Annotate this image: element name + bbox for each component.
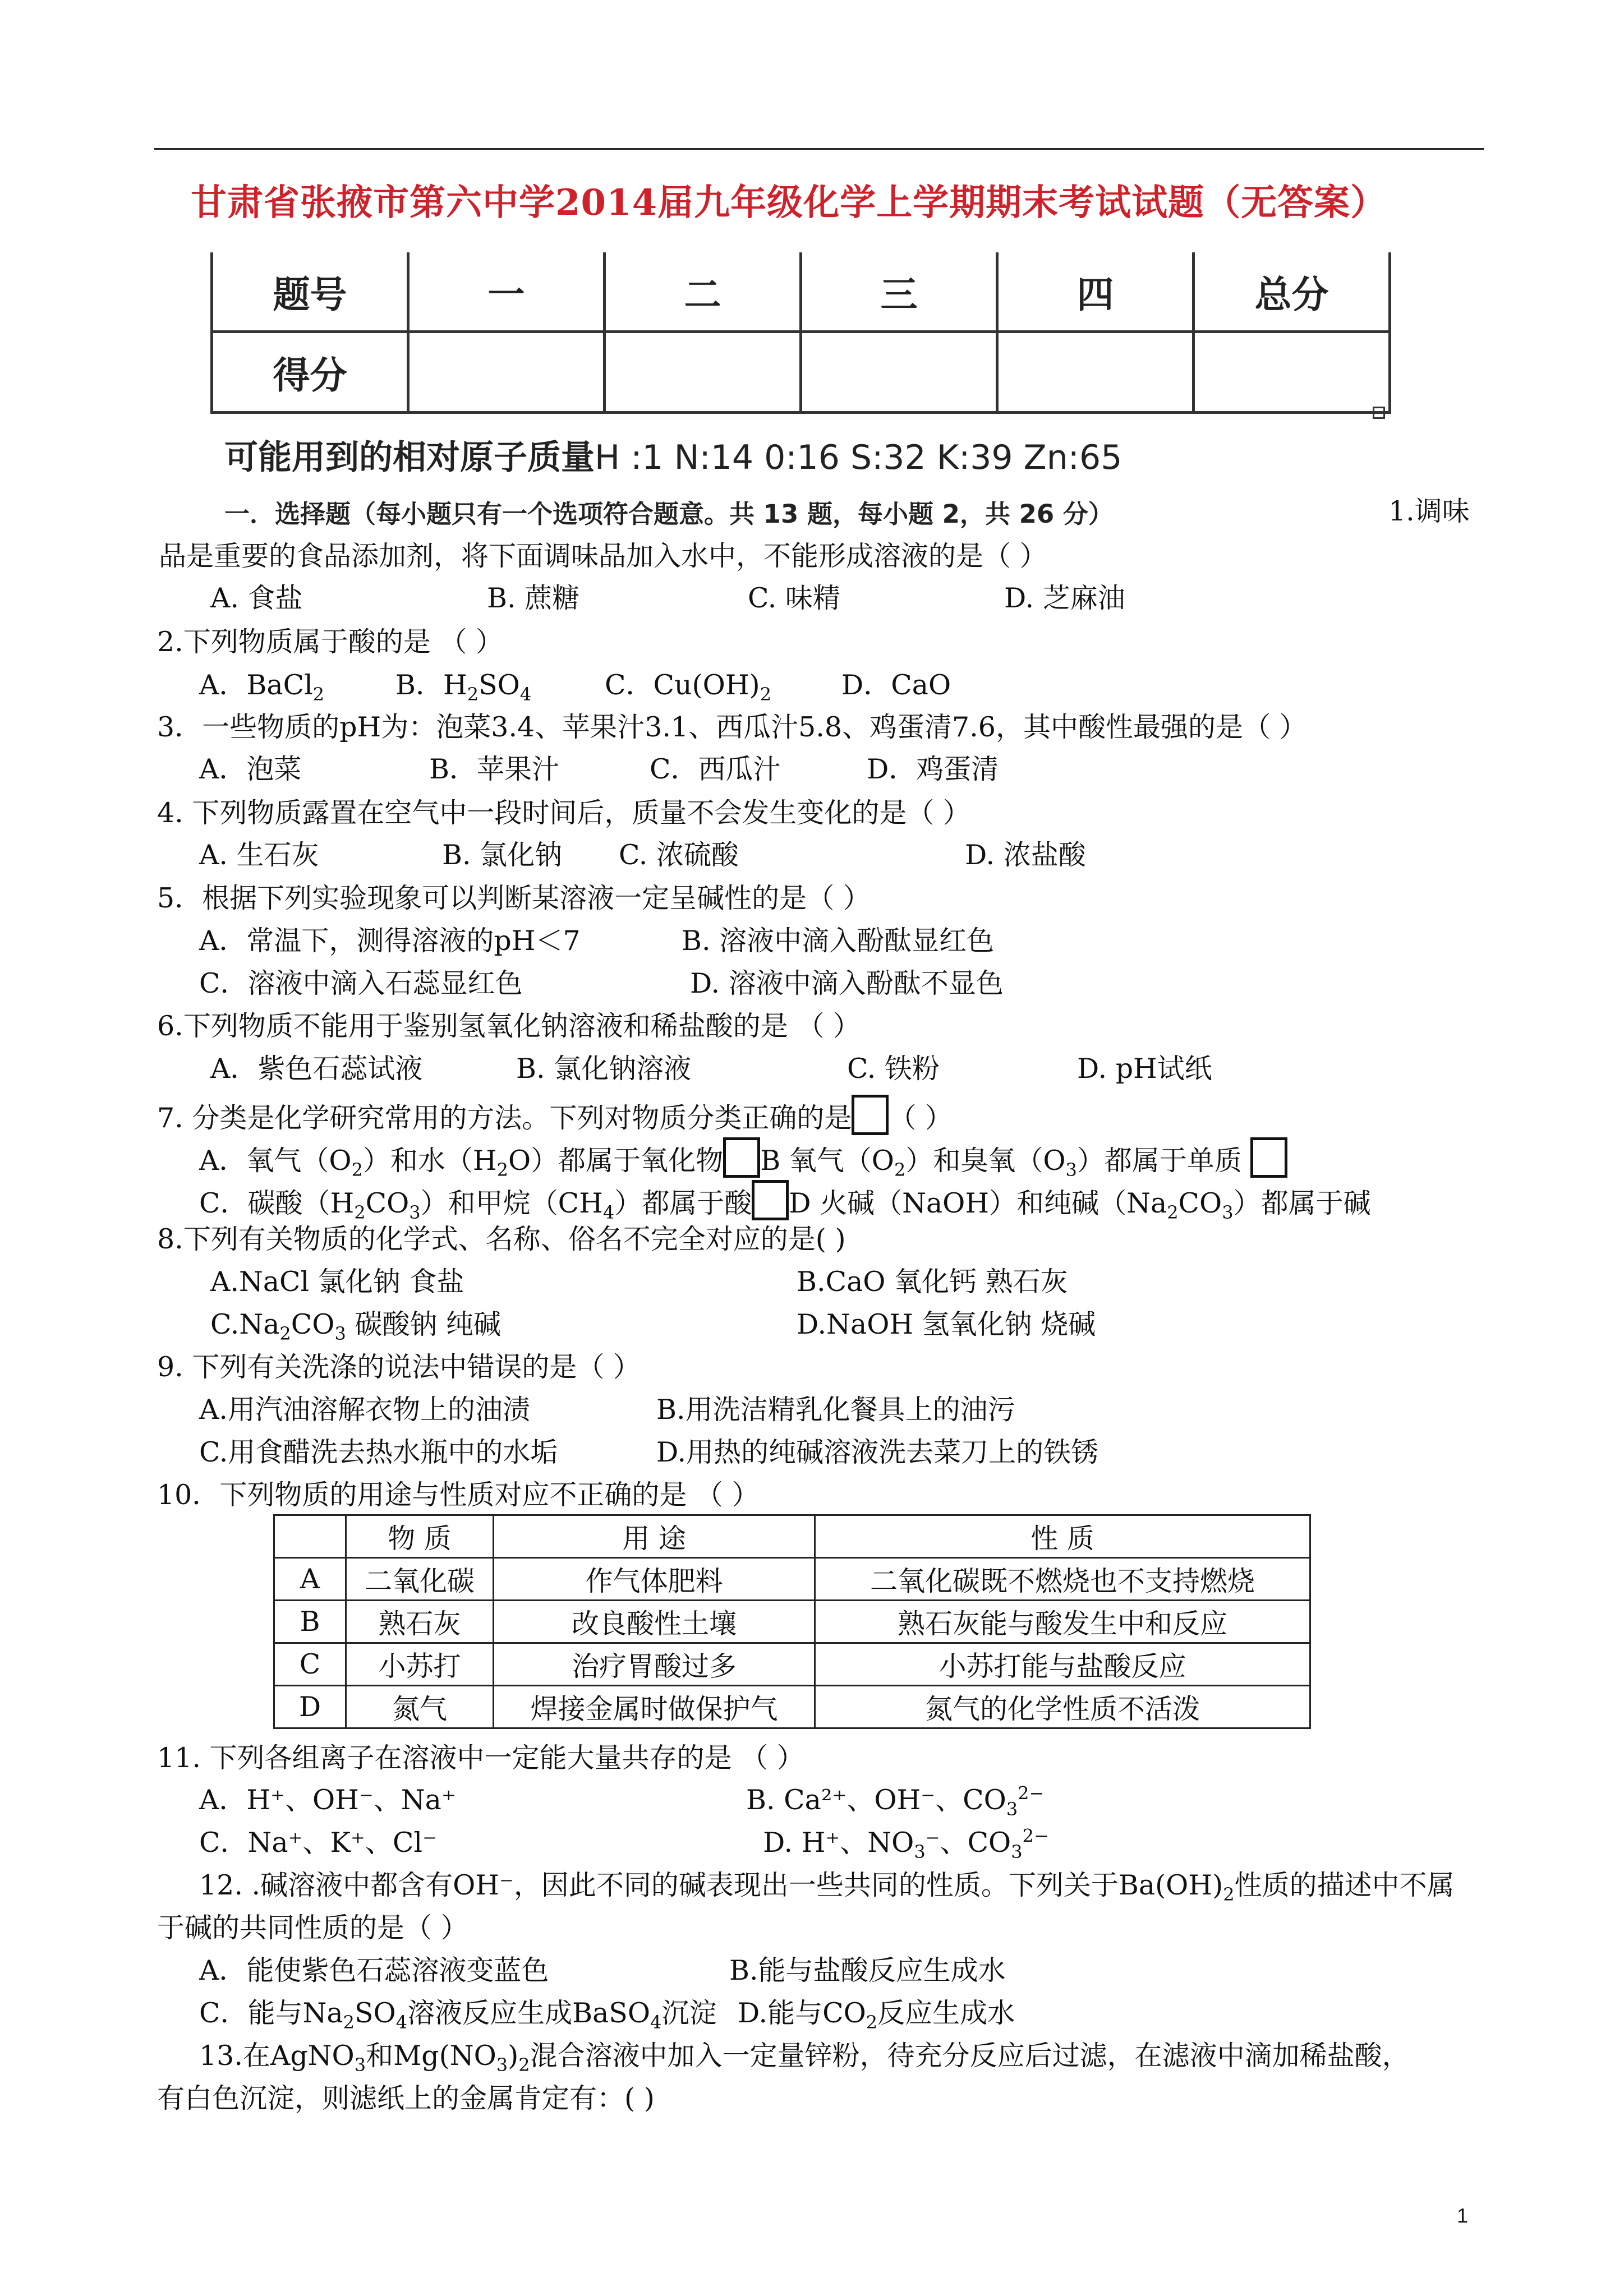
q5-option-d: D. 溶液中滴入酚酞不显色 — [690, 967, 1004, 999]
q12-text-line2: 于碱的共同性质的是（ ） — [157, 1912, 468, 1944]
q10-cell: 熟石灰能与酸发生中和反应 — [815, 1601, 1310, 1643]
score-cell-total: 总分 — [1194, 252, 1390, 332]
q10-table — [273, 1514, 1311, 1729]
score-table-score-row — [212, 332, 1390, 413]
q1-option-d: D. 芝麻油 — [1004, 582, 1125, 614]
answer-box[interactable] — [852, 1095, 889, 1135]
score-entry[interactable] — [801, 332, 997, 413]
q4-text: 4. 下列物质露置在空气中一段时间后，质量不会发生变化的是（ ） — [157, 797, 970, 829]
answer-box[interactable] — [723, 1137, 760, 1178]
table-row — [274, 1601, 1310, 1643]
q1-option-b: B. 蔗糖 — [487, 582, 580, 614]
q2-option-a: A．BaCl$_2$ — [199, 669, 325, 705]
q10-header-cell: 用 途 — [494, 1515, 815, 1558]
score-entry[interactable] — [605, 332, 801, 413]
q11-option-b: B. Ca²⁺、OH⁻、$CO_3^{2-}$ — [746, 1782, 1045, 1820]
q10-text: 10．下列物质的用途与性质对应不正确的是 （ ） — [157, 1479, 760, 1511]
q12-option-c: C．能与$Na_2SO_4$溶液反应生成BaSO$_4$沉淀 — [199, 1997, 717, 2033]
q10-cell: 熟石灰 — [346, 1601, 494, 1643]
score-cell-2: 二 — [605, 252, 801, 332]
score-entry[interactable] — [1194, 332, 1390, 413]
page-number: 1 — [1457, 2204, 1469, 2227]
score-cell-3: 三 — [801, 252, 997, 332]
atomic-mass-values: H :1 N:14 0:16 S:32 K:39 Zn:65 — [595, 438, 1122, 477]
q4-option-d: D. 浓盐酸 — [965, 839, 1086, 871]
q11-text: 11. 下列各组离子在溶液中一定能大量共存的是 （ ） — [157, 1742, 804, 1774]
q8-option-b: B.CaO 氧化钙 熟石灰 — [797, 1266, 1068, 1298]
page-title: 甘肃省张掖市第六中学2014届九年级化学上学期期末考试试题（无答案） — [191, 182, 1387, 224]
q1-text: 品是重要的食品添加剂，将下面调味品加入水中，不能形成溶液的是（ ） — [159, 540, 1047, 572]
q10-cell: 小苏打能与盐酸反应 — [815, 1643, 1310, 1686]
q1-option-c: C. 味精 — [748, 582, 840, 614]
q9-option-b: B.用洗洁精乳化餐具上的油污 — [656, 1394, 1015, 1426]
score-entry[interactable] — [408, 332, 605, 413]
q12-option-b: B.能与盐酸反应生成水 — [729, 1954, 1006, 1986]
q2-option-d: D．CaO — [841, 669, 951, 701]
q10-cell: 作气体肥料 — [494, 1558, 815, 1601]
q5-option-c: C．溶液中滴入石蕊显红色 — [199, 967, 523, 999]
table-row — [274, 1643, 1310, 1686]
q4-option-c: C. 浓硫酸 — [619, 839, 739, 871]
score-table — [210, 252, 1391, 414]
q3-option-d: D．鸡蛋清 — [867, 753, 999, 785]
q9-option-d: D.用热的纯碱溶液洗去菜刀上的铁锈 — [656, 1436, 1099, 1468]
q1-lead: 1.调味 — [1388, 495, 1470, 527]
q2-text: 2.下列物质属于酸的是 （ ） — [157, 626, 503, 658]
q10-cell: A — [274, 1558, 346, 1601]
q10-cell: 氮气的化学性质不活泼 — [815, 1686, 1310, 1728]
q10-header-cell: 物 质 — [346, 1515, 494, 1558]
q7-options-cd: C．碳酸$(H_2CO_3)$和甲烷$(CH_4)$都属于酸 D 火碱（NaOH）和纯碱$(Na_2CO_3)$都属于碱 — [199, 1180, 1371, 1220]
table-corner-mark — [1373, 407, 1385, 419]
score-cell-1: 一 — [408, 252, 605, 332]
table-row — [274, 1686, 1310, 1728]
q10-cell: 改良酸性土壤 — [494, 1601, 815, 1643]
q10-cell: 二氧化碳既不燃烧也不支持燃烧 — [815, 1558, 1310, 1601]
q9-text: 9. 下列有关洗涤的说法中错误的是（ ） — [157, 1351, 641, 1383]
section-heading: 一．选择题（每小题只有一个选项符合题意。共 13 题，每小题 2，共 26 分） — [224, 499, 1114, 529]
q12-option-d: D.能与$CO_2$反应生成水 — [738, 1997, 1015, 2033]
q3-option-b: B．苹果汁 — [429, 753, 560, 785]
q10-cell: 治疗胃酸过多 — [494, 1643, 815, 1686]
score-cell-4: 四 — [997, 252, 1194, 332]
q10-header-cell — [274, 1515, 346, 1558]
atomic-mass-label: 可能用到的相对原子质量 — [224, 438, 595, 477]
q6-option-d: D. pH试纸 — [1077, 1053, 1212, 1085]
q13-text-line1: 13.在AgNO$_3$和$Mg(NO_3)_2$混合溶液中加入一定量锌粉，待充分反应后过滤，在滤液中滴加稀盐酸， — [199, 2040, 1410, 2076]
q2-option-b: B．$H_2SO_4$ — [395, 669, 532, 705]
q1-option-a: A. 食盐 — [210, 582, 303, 614]
q5-text: 5．根据下列实验现象可以判断某溶液一定呈碱性的是（ ） — [157, 882, 871, 914]
atomic-mass-line — [224, 431, 1122, 479]
header-rule — [154, 148, 1484, 150]
q10-cell: B — [274, 1601, 346, 1643]
answer-box[interactable] — [752, 1180, 789, 1220]
q5-option-a: A．常温下，测得溶液的pH＜7 — [199, 925, 581, 957]
q10-header-cell: 性 质 — [815, 1515, 1310, 1558]
q10-cell: D — [274, 1686, 346, 1728]
q6-text: 6.下列物质不能用于鉴别氢氧化钠溶液和稀盐酸的是 （ ） — [157, 1010, 861, 1042]
q11-option-c: C．Na⁺、K⁺、Cl⁻ — [199, 1827, 437, 1859]
table-row — [274, 1558, 1310, 1601]
q10-cell: C — [274, 1643, 346, 1686]
q10-table-header — [274, 1515, 1310, 1558]
q8-option-c: $C.Na_2CO_3$ 碳酸钠 纯碱 — [210, 1308, 501, 1344]
q7-options-ab: A．氧气$(O_2)$和水$(H_2O)$都属于氧化物 B 氧气$(O_2)$和臭氧$(O_3)$都属于单质 — [199, 1137, 1287, 1178]
q3-text: 3．一些物质的pH为：泡菜3.4、苹果汁3.1、西瓜汁5.8、鸡蛋清7.6，其中酸性最强的是（ ） — [157, 711, 1307, 743]
q12-option-a: A．能使紫色石蕊溶液变蓝色 — [199, 1954, 549, 1986]
q10-cell: 小苏打 — [346, 1643, 494, 1686]
q6-option-a: A．紫色石蕊试液 — [210, 1053, 423, 1085]
q3-option-c: C．西瓜汁 — [650, 753, 781, 785]
q8-option-a: A.NaCl 氯化钠 食盐 — [210, 1266, 464, 1298]
q10-cell: 焊接金属时做保护气 — [494, 1686, 815, 1728]
q5-option-b: B. 溶液中滴入酚酞显红色 — [682, 925, 995, 957]
q2-option-c: C．$Cu(OH)_2$ — [605, 669, 772, 705]
q6-option-b: B. 氯化钠溶液 — [516, 1053, 692, 1085]
score-cell-label: 题号 — [212, 252, 408, 332]
q10-cell: 氮气 — [346, 1686, 494, 1728]
q4-option-b: B. 氯化钠 — [442, 839, 563, 871]
score-entry[interactable] — [997, 332, 1194, 413]
q12-text-line1: 12. .碱溶液中都含有OH⁻，因此不同的碱表现出一些共同的性质。下列关于$Ba(OH)_2$性质的描述中不属 — [199, 1869, 1455, 1905]
q11-option-d: D. H⁺、$NO_3^-$、$CO_3^{2-}$ — [763, 1825, 1049, 1862]
q8-option-d: D.NaOH 氢氧化钠 烧碱 — [797, 1308, 1096, 1340]
q7-text: 7. 分类是化学研究常用的方法。下列对物质分类正确的是 （ ） — [157, 1095, 953, 1135]
q13-text-line2: 有白色沉淀，则滤纸上的金属肯定有：( ) — [157, 2082, 655, 2114]
answer-box[interactable] — [1250, 1137, 1287, 1178]
q10-cell: 二氧化碳 — [346, 1558, 494, 1601]
q9-option-c: C.用食醋洗去热水瓶中的水垢 — [199, 1436, 558, 1468]
q3-option-a: A．泡菜 — [199, 753, 302, 785]
score-row-label: 得分 — [212, 332, 408, 413]
q8-text: 8.下列有关物质的化学式、名称、俗名不完全对应的是( ) — [157, 1223, 846, 1255]
q4-option-a: A. 生石灰 — [199, 839, 319, 871]
q11-option-a: A．H⁺、OH⁻、Na⁺ — [199, 1784, 456, 1816]
q9-option-a: A.用汽油溶解衣物上的油渍 — [199, 1394, 530, 1426]
score-table-header-row — [212, 252, 1390, 332]
q6-option-c: C. 铁粉 — [847, 1053, 940, 1085]
